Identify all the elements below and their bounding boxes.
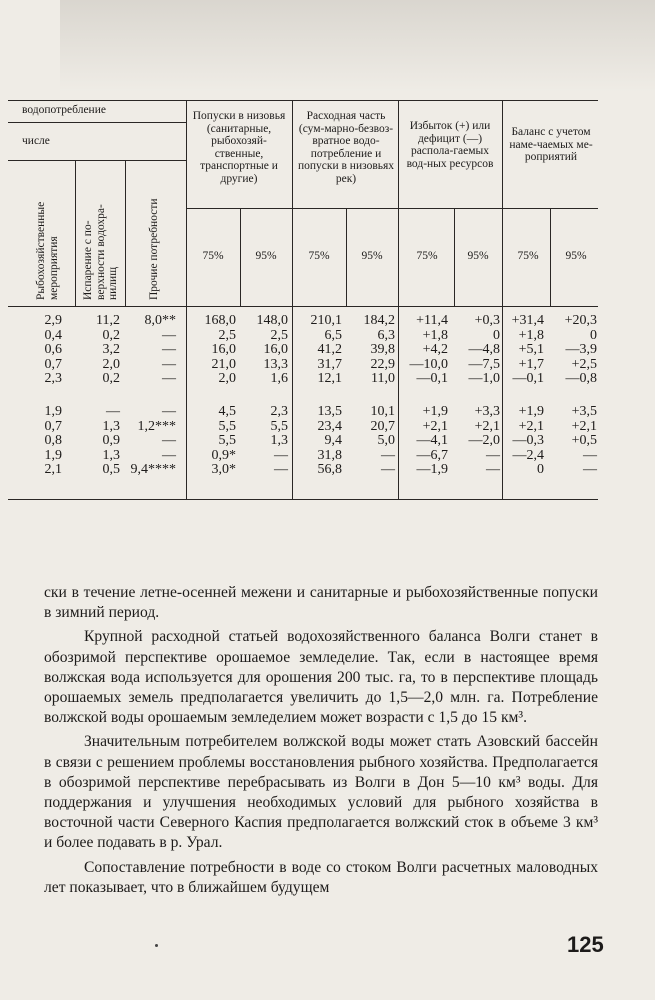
body-text [44, 583, 598, 898]
table-cell: 39,8 [370, 342, 395, 358]
table-cell: 5,0 [377, 433, 395, 449]
table-cell: 2,9 [44, 313, 62, 328]
table-cell: — [162, 404, 176, 419]
table-cell: — [583, 447, 597, 463]
table-cell: +1,9 [518, 404, 544, 419]
table-cell: +2,1 [422, 418, 448, 434]
table-cell: — [162, 327, 176, 343]
table-cell: +2,1 [474, 418, 500, 434]
table-cell: — [274, 462, 288, 478]
table-rule-pct [186, 208, 598, 209]
table-rule-top [8, 100, 598, 101]
table-cell: 148,0 [256, 313, 288, 328]
header-pct95: 95% [255, 250, 277, 262]
header-pct75: 75% [517, 250, 539, 262]
show-through-shadow [60, 0, 655, 92]
table-cell: +1,9 [422, 404, 448, 419]
table-cell: 2,5 [270, 327, 288, 343]
table-cell: 0,6 [44, 342, 62, 358]
page-number: 125 [567, 932, 604, 957]
table-cell: 5,5 [218, 418, 236, 434]
table-cell: —0,1 [416, 371, 448, 387]
header-evaporation: Испарение с по- верхности водохра- нилищ [82, 204, 119, 300]
header-expense: Расходная часть (сум-марно-безвоз-вратное водо-потребление и попуски в низовьях рек) [297, 110, 395, 185]
table-vline [186, 100, 187, 499]
table-cell: 21,0 [211, 356, 236, 372]
table-cell: 184,2 [363, 313, 395, 328]
table-cell: 2,5 [218, 327, 236, 343]
table-cell: — [381, 462, 395, 478]
table-cell: +1,8 [518, 327, 544, 343]
table-cell: 2,0 [218, 371, 236, 387]
table-cell: —7,5 [468, 356, 500, 372]
table-cell: 168,0 [204, 313, 236, 328]
table-cell: —4,8 [468, 342, 500, 358]
table-vline [125, 160, 126, 306]
table-cell: — [583, 462, 597, 478]
table-cell: 23,4 [317, 418, 342, 434]
table-cell: 0,2 [102, 327, 120, 343]
table-cell: 4,5 [218, 404, 236, 419]
table-cell: 3,2 [102, 342, 120, 358]
table-cell: —2,4 [512, 447, 544, 463]
table-cell: —2,0 [468, 433, 500, 449]
table-cell: +20,3 [564, 313, 597, 328]
table-vline [502, 100, 503, 499]
table-cell: —1,9 [416, 462, 448, 478]
table-vline [346, 208, 347, 306]
table-rule-head-bottom [8, 306, 598, 307]
table-cell: +1,7 [518, 356, 544, 372]
table-cell: +2,5 [571, 356, 597, 372]
table-cell: 1,9 [44, 404, 62, 419]
table-cell: 6,3 [377, 327, 395, 343]
table-cell: 11,2 [96, 313, 120, 328]
table-rule-sub2 [8, 160, 186, 161]
header-pct75: 75% [308, 250, 330, 262]
table-cell: +3,5 [571, 404, 597, 419]
table-cell: 13,5 [317, 404, 342, 419]
table-cell: +2,1 [518, 418, 544, 434]
table-vline [75, 160, 76, 306]
table-cell: —0,8 [565, 371, 597, 387]
table-cell: — [162, 433, 176, 449]
header-pct75: 75% [416, 250, 438, 262]
table-cell: — [274, 447, 288, 463]
header-surplus-deficit: Избыток (+) или дефицит (—) распола-гаемых вод-ных ресурсов [406, 120, 494, 170]
header-fish-measures: Рыбохозяйственные мероприятия [35, 201, 60, 300]
header-pct95: 95% [361, 250, 383, 262]
paragraph-continued: ски в течение летне-осенней межени и санитарные и рыбохозяйственные попуски в зимний период. [44, 584, 598, 622]
table-cell: —6,7 [416, 447, 448, 463]
table-cell: — [162, 356, 176, 372]
table-cell: +11,4 [416, 313, 448, 328]
table-cell: — [162, 371, 176, 387]
table-cell: 9,4 [324, 433, 342, 449]
table-cell: 11,0 [371, 371, 395, 387]
table-cell: —4,1 [416, 433, 448, 449]
header-pct95: 95% [565, 250, 587, 262]
table-cell: 22,9 [370, 356, 395, 372]
table-cell: 31,8 [317, 447, 342, 463]
table-cell: 0,7 [44, 418, 62, 434]
header-other-needs: Прочие потребности [148, 198, 160, 300]
table-cell: +2,1 [571, 418, 597, 434]
table-cell: +31,4 [511, 313, 544, 328]
table-cell: 1,2*** [137, 418, 176, 434]
table-cell: —10,0 [409, 356, 448, 372]
table-cell: — [162, 342, 176, 358]
table-cell: 6,5 [324, 327, 342, 343]
table-cell: —1,0 [468, 371, 500, 387]
table-cell: 0,9 [102, 433, 120, 449]
table-cell: 0 [590, 327, 597, 343]
table-cell: 1,9 [44, 447, 62, 463]
table-cell: +4,2 [422, 342, 448, 358]
table-cell: 12,1 [317, 371, 342, 387]
print-speck [155, 944, 158, 947]
table-rule-bottom [8, 499, 598, 500]
table-cell: 8,0** [144, 313, 176, 328]
table-cell: — [486, 447, 500, 463]
table-cell: — [106, 404, 120, 419]
table-cell: 0 [537, 462, 544, 478]
paragraph-comparison: Сопоставление потребности в воде со стоком Волги расчетных маловодных лет показывает, что в ближайшем будущем [44, 858, 598, 896]
table-cell: 0,9* [211, 447, 236, 463]
table-cell: 210,1 [310, 313, 342, 328]
table-cell: 1,3 [270, 433, 288, 449]
table-cell: 41,2 [317, 342, 342, 358]
table-vline [398, 100, 399, 499]
header-pct75: 75% [202, 250, 224, 262]
table-cell: —0,1 [512, 371, 544, 387]
table-cell: 1,3 [102, 447, 120, 463]
header-water-use: водопотребление [22, 104, 106, 116]
table-cell: 2,1 [44, 462, 62, 478]
header-releases: Попуски в низовья (санитарные, рыбохозяй-ственные, транспортные и другие) [192, 110, 286, 185]
table-cell: +5,1 [518, 342, 544, 358]
table-cell: 0,8 [44, 433, 62, 449]
paragraph-azov: Значительным потребителем волжской воды может стать Азовский бассейн в связи с решением проблемы восстановления рыбного хозяйства. Предполагается в обозримой перспективе перебрасывать из Волги в Дон 5—10 км³ воды. Для поддержания и улучшения необходимых условий для рыбного хозяйства в восточной части Северного Каспия предполагается волжский сток в объеме 3 км³ и более подавать в р. Урал. [44, 733, 598, 852]
table-cell: 31,7 [317, 356, 342, 372]
table-cell: —0,3 [512, 433, 544, 449]
table-cell: 0,7 [44, 356, 62, 372]
table-cell: 5,5 [270, 418, 288, 434]
table-cell: +1,8 [422, 327, 448, 343]
table-cell: 5,5 [218, 433, 236, 449]
table-cell: — [162, 447, 176, 463]
table-cell: 16,0 [263, 342, 288, 358]
header-balance: Баланс с учетом наме-чаемых ме-роприятий [509, 126, 593, 163]
table-cell: 1,3 [102, 418, 120, 434]
table-cell: 0,2 [102, 371, 120, 387]
table-cell: 0,5 [102, 462, 120, 478]
table-cell: 10,1 [370, 404, 395, 419]
table-cell: 1,6 [270, 371, 288, 387]
table-cell: 20,7 [370, 418, 395, 434]
table-cell: —3,9 [565, 342, 597, 358]
table-cell: 2,3 [44, 371, 62, 387]
table-cell: 3,0* [211, 462, 236, 478]
header-including: числе [22, 135, 50, 147]
header-pct95: 95% [467, 250, 489, 262]
table-cell: 0,4 [44, 327, 62, 343]
table-cell: 16,0 [211, 342, 236, 358]
table-cell: 9,4**** [130, 462, 176, 478]
table-cell: 13,3 [263, 356, 288, 372]
table-cell: +3,3 [474, 404, 500, 419]
table-cell: 0 [493, 327, 500, 343]
table-cell: +0,3 [474, 313, 500, 328]
table-cell: — [381, 447, 395, 463]
table-cell: 56,8 [317, 462, 342, 478]
table-cell: 2,3 [270, 404, 288, 419]
table-cell: +0,5 [571, 433, 597, 449]
table-rule-sub1 [8, 122, 186, 123]
table-cell: — [486, 462, 500, 478]
table-cell: 2,0 [102, 356, 120, 372]
paragraph-irrigation: Крупной расходной статьей водохозяйственного баланса Волги станет в обозримой перспективе орошаемое земледелие. Так, если в настоящее время волжская вода используется для орошения 200 тыс. га, то в перспективе площадь орошаемых земель предполагается увеличить до 1,5—2,0 млн. га. Потребление волжской воды орошаемым земледелием может возрасти с 1,5 до 15 км³. [44, 628, 598, 727]
table-vline [240, 208, 241, 306]
table-vline [292, 100, 293, 499]
